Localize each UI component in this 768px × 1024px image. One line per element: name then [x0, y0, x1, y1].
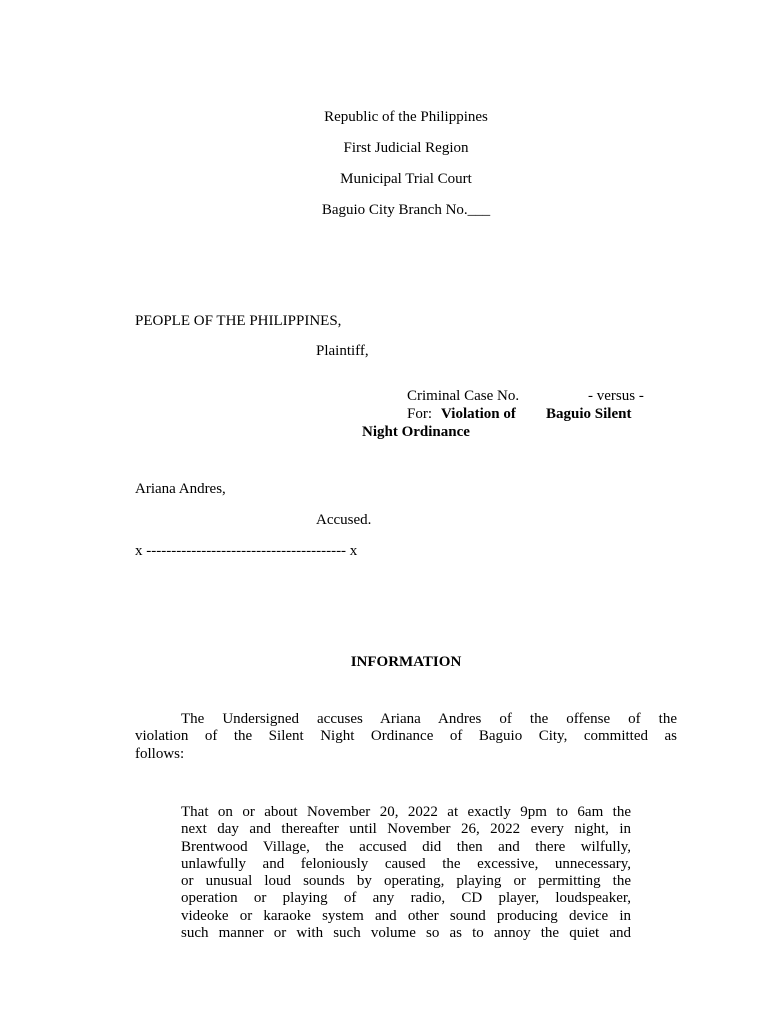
body-line: next day and thereafter until November 26, 2022 every night, in: [181, 821, 631, 838]
intro-line: follows:: [135, 745, 185, 762]
intro-paragraph: [135, 711, 677, 763]
versus-text: - versus -: [588, 388, 644, 404]
body-line: operation or playing of any radio, CD player, loudspeaker,: [181, 890, 631, 907]
caption-branch: Baguio City Branch No.___: [321, 202, 491, 218]
caption-court: Municipal Trial Court: [340, 171, 472, 187]
body-line: That on or about November 20, 2022 at exactly 9pm to 6am the: [181, 804, 631, 820]
offense-text-part3: Night Ordinance: [362, 424, 470, 440]
caption-separator: x ---------------------------------------- x: [135, 543, 358, 559]
body-line: unlawfully and feloniously caused the excessive, unnecessary,: [181, 855, 631, 872]
accused-name: Ariana Andres,: [135, 481, 226, 497]
body-line: videoke or karaoke system and other sound producing device in: [181, 907, 631, 924]
body-line: or unusual loud sounds by operating, playing or permitting the: [181, 873, 631, 890]
body-line: such manner or with such volume so as to annoy the quiet and: [181, 925, 631, 942]
caption-republic: Republic of the Philippines: [324, 109, 488, 125]
accused-role: Accused.: [316, 512, 372, 528]
intro-line: The Undersigned accuses Ariana Andres of the offense of the: [181, 711, 677, 727]
offense-text-part2: Baguio Silent: [546, 406, 632, 422]
plaintiff-name: PEOPLE OF THE PHILIPPINES,: [135, 313, 342, 329]
offense-text-part1: Violation of: [441, 406, 516, 422]
case-number-label: Criminal Case No.: [407, 388, 520, 404]
body-line: Brentwood Village, the accused did then and there wilfully,: [181, 838, 631, 855]
caption-region: First Judicial Region: [343, 140, 469, 156]
document-title: INFORMATION: [350, 654, 462, 670]
plaintiff-role: Plaintiff,: [316, 343, 369, 359]
intro-line: violation of the Silent Night Ordinance of Baguio City, committed as: [135, 728, 677, 745]
body-paragraph: [181, 804, 631, 942]
offense-for-label: For:: [407, 406, 433, 422]
